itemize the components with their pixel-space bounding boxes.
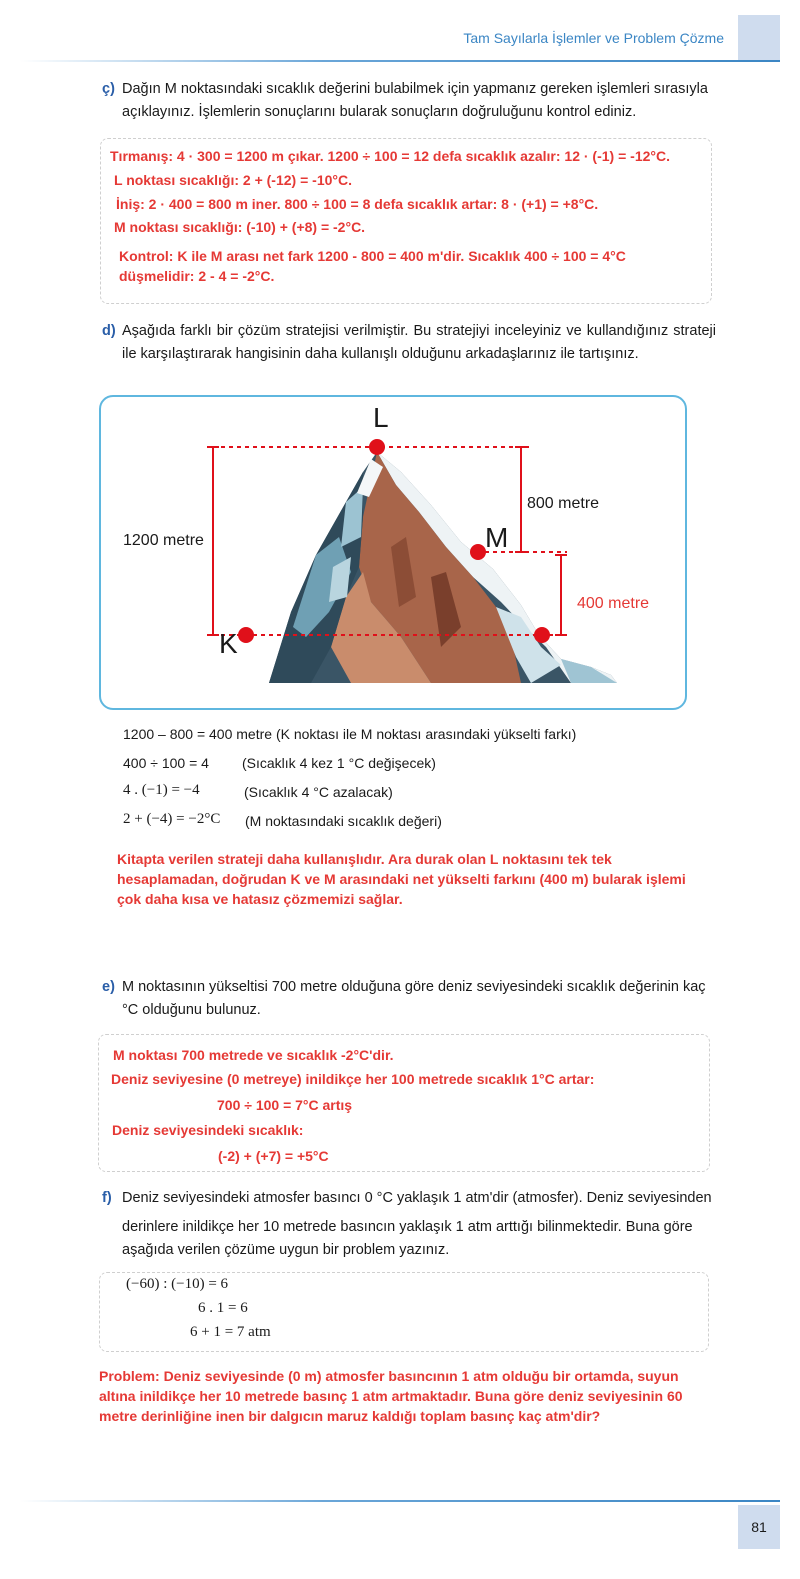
question-e-text: M noktasının yükseltisi 700 metre olduğuna göre deniz seviyesindeki sıcaklık değerinin kaç °C olduğunu bulunuz.	[122, 979, 706, 1018]
question-d	[102, 320, 716, 366]
question-d-label: d)	[102, 323, 116, 339]
solution-f-line-1: (−60) : (−10) = 6	[126, 1276, 229, 1292]
answer-e-line-2: Deniz seviyesine (0 metreye) inildikçe her 100 metrede sıcaklık 1°C artar:	[111, 1071, 595, 1087]
question-f-line-2: derinlere inildikçe her 10 metrede basıncın yaklaşık 1 atm arttığı bilinmektedir. Buna göre	[122, 1219, 693, 1235]
point-L-marker	[369, 439, 385, 455]
answer-c-line-6: düşmelidir: 2 - 4 = -2°C.	[119, 268, 275, 284]
step-2-note: (Sıcaklık 4 kez 1 °C değişecek)	[242, 755, 436, 771]
question-c-label: ç)	[102, 81, 115, 97]
header-divider	[20, 60, 780, 62]
answer-e-line-1: M noktası 700 metrede ve sıcaklık -2°C'dir.	[113, 1047, 394, 1063]
label-1200-metre: 1200 metre	[123, 532, 204, 549]
mountain-figure	[99, 395, 687, 710]
question-c-text: Dağın M noktasındaki sıcaklık değerini bulabilmek için yapmanız gereken işlemleri sırasıyla açıklayınız. İşlemlerin sonuçlarını bularak sonuçların doğruluğunu kontrol ediniz.	[122, 81, 708, 120]
step-3-note: (Sıcaklık 4 °C azalacak)	[244, 784, 393, 800]
solution-f-line-3: 6 + 1 = 7 atm	[190, 1324, 271, 1340]
step-2-expr: 400 ÷ 100 = 4	[123, 755, 209, 771]
step-3-expr: 4 . (−1) = −4	[123, 782, 200, 798]
label-K: K	[219, 628, 238, 659]
step-4-expr: 2 + (−4) = −2°C	[123, 811, 221, 827]
header-corner-block	[738, 15, 780, 61]
question-f-label: f)	[102, 1190, 112, 1206]
point-base-marker	[534, 627, 550, 643]
question-e-label: e)	[102, 979, 115, 995]
answer-e-line-5: (-2) + (+7) = +5°C	[218, 1148, 329, 1164]
step-4-note: (M noktasındaki sıcaklık değeri)	[245, 813, 442, 829]
answer-e-line-4: Deniz seviyesindeki sıcaklık:	[112, 1122, 304, 1138]
answer-c-line-1: Tırmanış: 4 · 300 = 1200 m çıkar. 1200 ÷ 100 = 12 defa sıcaklık azalır: 12 · (-1) = -12°C.	[110, 148, 670, 164]
answer-c-line-3: İniş: 2 · 400 = 800 m iner. 800 ÷ 100 = 8 defa sıcaklık artar: 8 · (+1) = +8°C.	[116, 196, 599, 212]
label-800-metre: 800 metre	[527, 495, 600, 512]
answer-d-line-1: Kitapta verilen strateji daha kullanışlıdır. Ara durak olan L noktasını tek tek	[117, 851, 612, 867]
point-K-marker	[238, 627, 254, 643]
question-e	[102, 976, 716, 1022]
question-f-line-3: aşağıda verilen çözüme uygun bir problem yazınız.	[122, 1242, 450, 1258]
answer-c-line-2: L noktası sıcaklığı: 2 + (-12) = -10°C.	[114, 172, 352, 188]
answer-e-line-3: 700 ÷ 100 = 7°C artış	[217, 1097, 353, 1113]
answer-d-line-3: çok daha kısa ve hatasız çözmemizi sağlar.	[117, 891, 403, 907]
answer-d-line-2: hesaplamadan, doğrudan K ve M arasındaki net yükselti farkını (400 m) bularak işlemi	[117, 871, 686, 887]
label-M: M	[485, 522, 509, 553]
point-M-marker	[470, 544, 486, 560]
mountain-illustration	[101, 397, 687, 710]
question-f	[102, 1187, 716, 1262]
question-d-text: Aşağıda farklı bir çözüm stratejisi verilmiştir. Bu stratejiyi inceleyiniz ve kullandığınız strateji ile karşılaştırarak hangisinin daha kullanışlı olduğunu arkadaşlarınız ile tartışınız.	[122, 323, 716, 362]
label-400-metre: 400 metre	[577, 595, 650, 612]
answer-c-line-4: M noktası sıcaklığı: (-10) + (+8) = -2°C.	[114, 219, 366, 235]
page-number: 81	[738, 1505, 780, 1549]
question-c	[102, 78, 716, 124]
problem-f-line-3: metre derinliğine inen bir dalgıcın maruz kaldığı toplam basınç kaç atm'dir?	[99, 1408, 601, 1424]
question-f-line-1: Deniz seviyesindeki atmosfer basıncı 0 °C yaklaşık 1 atm'dir (atmosfer). Deniz seviyesinden	[122, 1190, 712, 1206]
solution-f-line-2: 6 . 1 = 6	[198, 1300, 248, 1316]
label-L: L	[373, 402, 389, 433]
problem-f-line-2: altına inildikçe her 10 metrede basınç 1 atm artmaktadır. Buna göre deniz seviyesinin 60	[99, 1388, 683, 1404]
answer-c-line-5: Kontrol: K ile M arası net fark 1200 - 800 = 400 m'dir. Sıcaklık 400 ÷ 100 = 4°C	[119, 248, 626, 264]
step-1: 1200 – 800 = 400 metre (K noktası ile M noktası arasındaki yükselti farkı)	[123, 726, 577, 742]
problem-f-line-1: Problem: Deniz seviyesinde (0 m) atmosfer basıncının 1 atm olduğu bir ortamda, suyun	[99, 1368, 679, 1384]
page-header-title: Tam Sayılarla İşlemler ve Problem Çözme	[463, 30, 724, 46]
footer-divider	[20, 1500, 780, 1502]
